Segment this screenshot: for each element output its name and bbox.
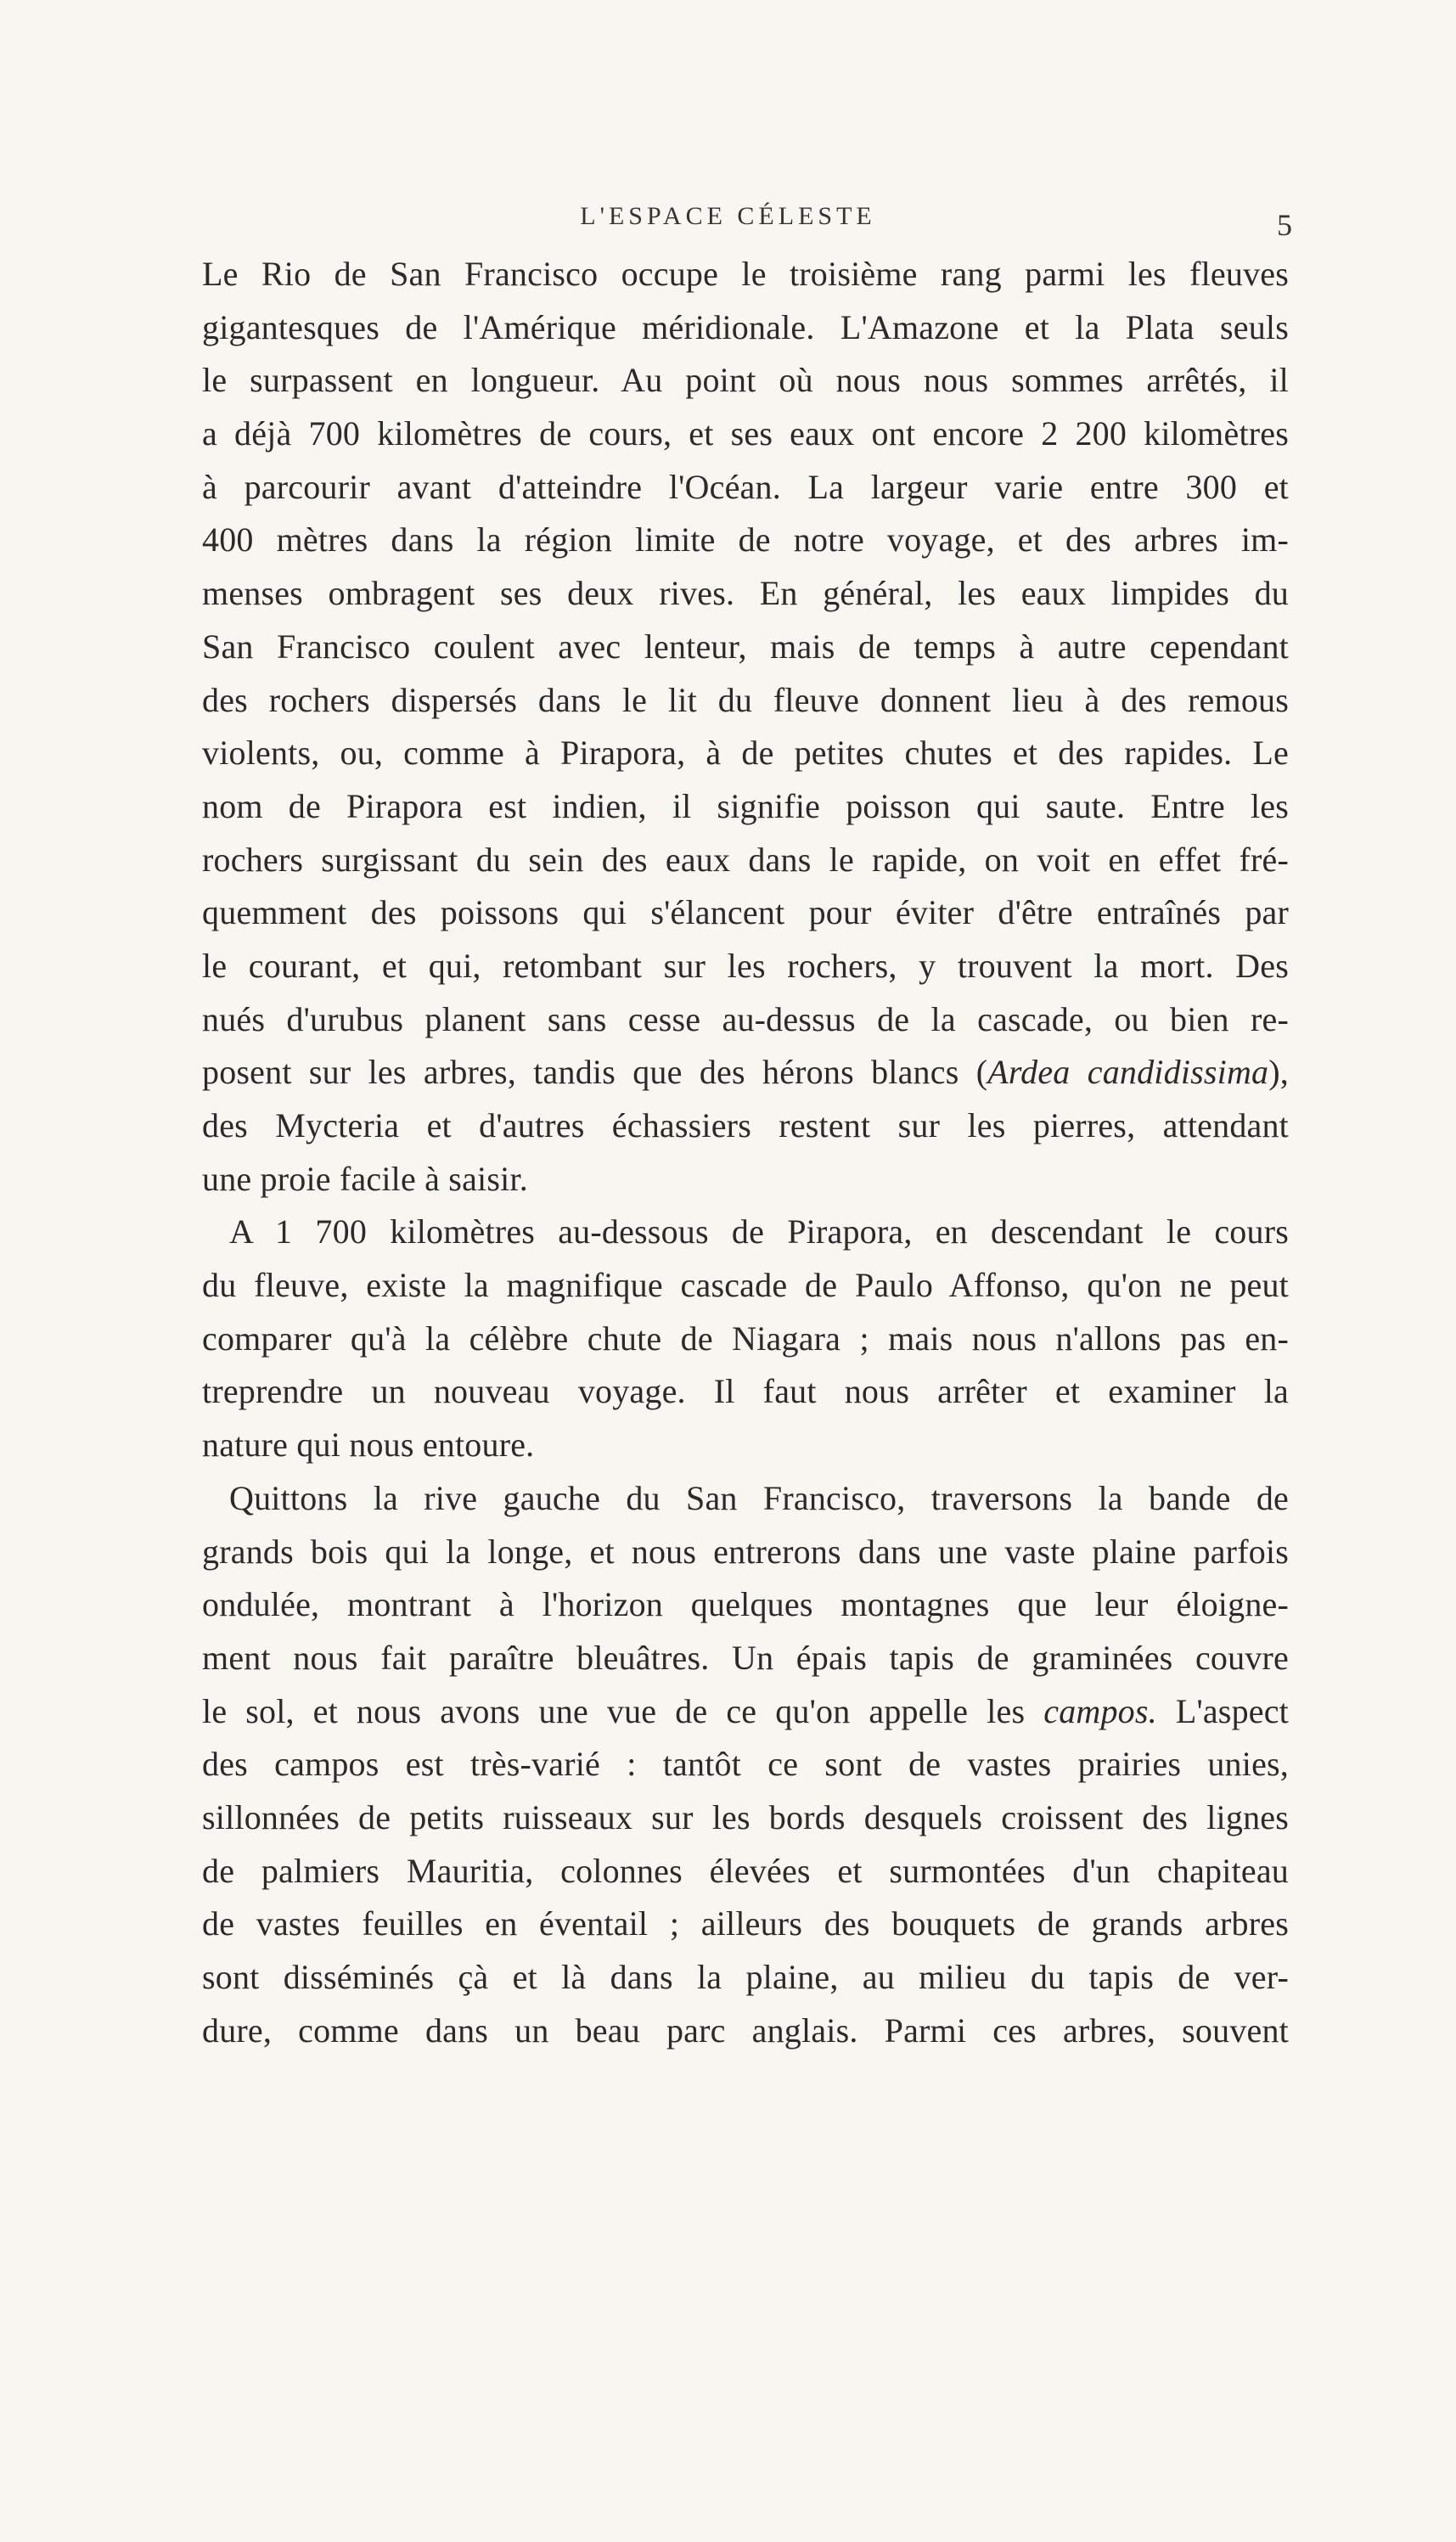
text-line: du fleuve, existe la magnifique cascade de Paulo Affonso, qu'on ne peut (202, 1266, 1289, 1305)
text-line: des campos est très-varié : tantôt ce sont de vastes prairies unies, (202, 1745, 1289, 1784)
text-line: à parcourir avant d'atteindre l'Océan. La largeur varie entre 300 et (202, 467, 1289, 506)
text-line: A 1 700 kilomètres au-dessous de Pirapora, en descendant le cours (229, 1212, 1289, 1251)
body-text (202, 248, 1289, 2057)
text-line: dure, comme dans un beau parc anglais. Parmi ces arbres, souvent (202, 2011, 1289, 2050)
text-line: sillonnées de petits ruisseaux sur les bords desquels croissent des lignes (202, 1797, 1289, 1836)
paragraph (202, 1472, 1289, 2058)
italic-term: campos. (1043, 1691, 1157, 1730)
text-line: Le Rio de San Francisco occupe le troisième rang parmi les fleuves (202, 255, 1289, 293)
text-line: menses ombragent ses deux rives. En général, les eaux limpides du (202, 574, 1289, 613)
text-line: le sol, et nous avons une vue de ce qu'on appelle les campos. L'aspect (202, 1691, 1289, 1730)
text-line: ment nous fait paraître bleuâtres. Un épais tapis de graminées couvre (202, 1638, 1289, 1677)
text-line: 400 mètres dans la région limite de notre voyage, et des arbres im- (202, 520, 1289, 560)
text-line: gigantesques de l'Amérique méridionale. L'Amazone et la Plata seuls (202, 307, 1289, 346)
text-line: quemment des poissons qui s'élancent pour éviter d'être entraînés par (202, 893, 1289, 932)
text-line: a déjà 700 kilomètres de cours, et ses eaux ont encore 2 200 kilomètres (202, 414, 1289, 453)
italic-term: Ardea candidissima (987, 1053, 1269, 1092)
text-line: de vastes feuilles en éventail ; ailleurs des bouquets de grands arbres (202, 1904, 1289, 1943)
text-line: des Mycteria et d'autres échassiers restent sur les pierres, attendant (202, 1106, 1289, 1144)
text-line: treprendre un nouveau voyage. Il faut nous arrêter et examiner la (202, 1372, 1289, 1411)
text-line: le surpassent en longueur. Au point où nous nous sommes arrêtés, il (202, 361, 1289, 400)
text-line: comparer qu'à la célèbre chute de Niagara ; mais nous n'allons pas en- (202, 1319, 1289, 1358)
page-header (0, 202, 1456, 253)
text-line: rochers surgissant du sein des eaux dans le rapide, on voit en effet fré- (202, 840, 1289, 879)
paragraph (202, 1206, 1289, 1471)
text-line: des rochers dispersés dans le lit du fleuve donnent lieu à des remous (202, 680, 1289, 719)
text-line: nom de Pirapora est indien, il signifie poisson qui saute. Entre les (202, 786, 1289, 825)
text-line: grands bois qui la longe, et nous entrerons dans une vaste plaine parfois (202, 1532, 1289, 1571)
text-line: violents, ou, comme à Pirapora, à de petites chutes et des rapides. Le (202, 734, 1289, 773)
text-line: San Francisco coulent avec lenteur, mais de temps à autre cependant (202, 627, 1289, 666)
text-line: sont disséminés çà et là dans la plaine, au milieu du tapis de ver- (202, 1958, 1289, 1996)
paragraph (202, 248, 1289, 1206)
running-head: L'ESPACE CÉLESTE (580, 202, 876, 230)
text-line: une proie facile à saisir. (202, 1159, 528, 1198)
text-line: le courant, et qui, retombant sur les rochers, y trouvent la mort. Des (202, 946, 1289, 985)
text-line: Quittons la rive gauche du San Francisco, traversons la bande de (229, 1478, 1289, 1517)
page-number: 5 (1277, 208, 1292, 242)
text-line: posent sur les arbres, tandis que des hérons blancs (Ardea candidissima), (202, 1053, 1289, 1092)
text-line: nués d'urubus planent sans cesse au-dessus de la cascade, ou bien re- (202, 999, 1289, 1038)
text-line: de palmiers Mauritia, colonnes élevées et surmontées d'un chapiteau (202, 1851, 1289, 1890)
text-line: nature qui nous entoure. (202, 1426, 535, 1465)
text-line: ondulée, montrant à l'horizon quelques montagnes que leur éloigne- (202, 1585, 1289, 1624)
